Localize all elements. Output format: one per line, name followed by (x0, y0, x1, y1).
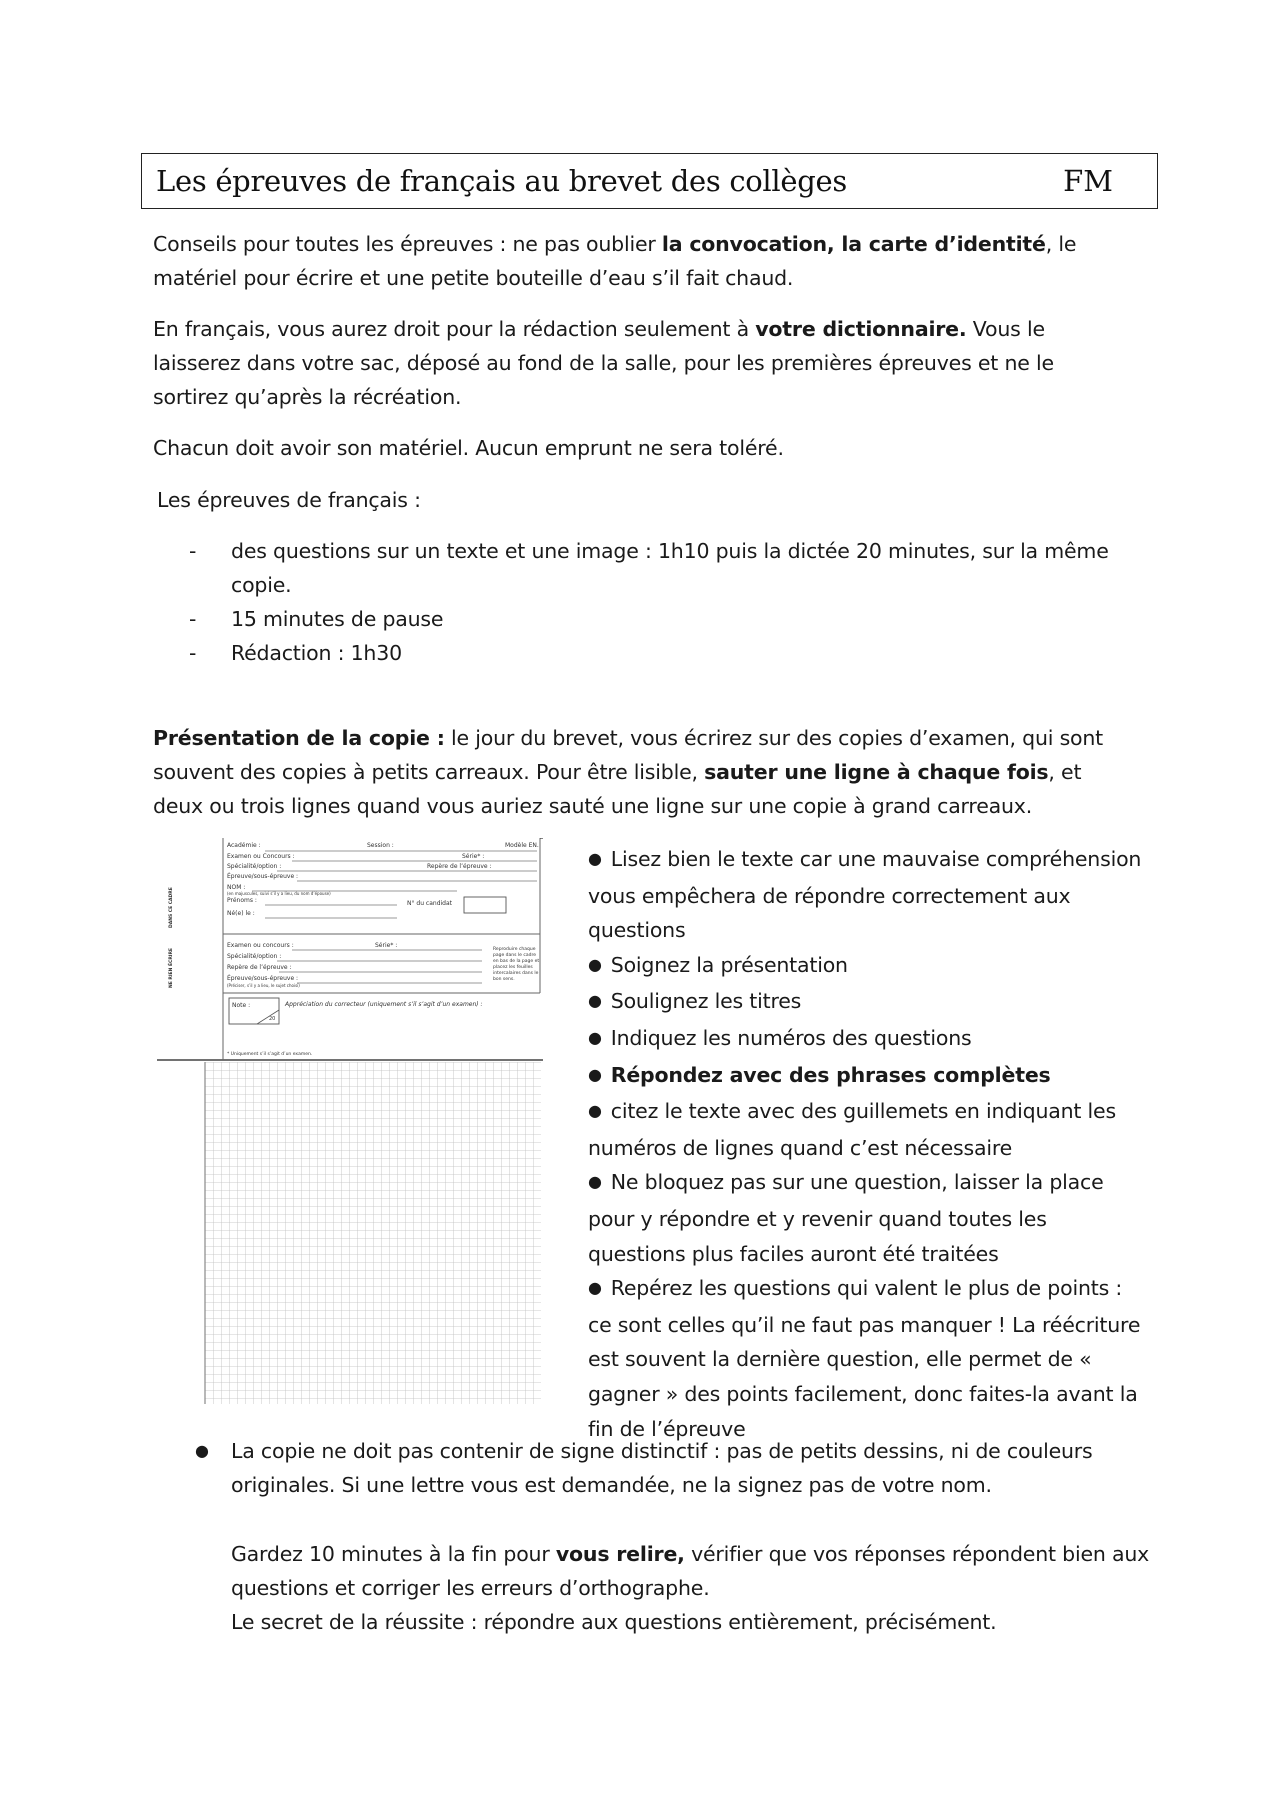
presentation-bold: sauter une ligne à chaque fois (704, 760, 1049, 784)
list-item (153, 636, 1143, 670)
advice-bold: votre dictionnaire. (755, 317, 967, 341)
page-title: Les épreuves de français au brevet des collèges (156, 164, 847, 198)
note-label: Note : (232, 1002, 251, 1009)
list-item (588, 842, 1148, 948)
tip-text: Indiquez les numéros des questions (610, 1025, 972, 1050)
reread-text: Gardez 10 minutes à la fin pour (231, 1542, 556, 1566)
presentation-text: le jour du brevet, vous écrirez sur des copies d’examen, qui sont souvent des copies à petits carreaux. Pour être lisible, (153, 726, 1104, 784)
note-max: 20 (269, 1016, 276, 1022)
tip-text: Ne bloquez pas sur une question, laisser la place pour y répondre et y revenir quand toutes les questions plus faciles auront été traitées (588, 1170, 1104, 1266)
bullet-icon: ● (588, 991, 602, 1011)
form-label: Examen ou Concours : (227, 853, 295, 860)
bullet-icon: ● (195, 1441, 209, 1460)
form-label: Spécialité/option : (227, 863, 282, 870)
exam-copy-image (157, 838, 543, 1406)
list-item-text: Rédaction : 1h30 (231, 641, 402, 665)
form-label: NOM : (227, 884, 246, 891)
tip-text: Soulignez les titres (610, 989, 802, 1014)
form-label: Spécialité/option : (227, 953, 282, 960)
form-label: Session : (367, 842, 394, 849)
appreciation-label: Appréciation du correcteur (uniquement s’il s’agit d’un examen) : (285, 1001, 483, 1008)
list-item (153, 602, 1143, 636)
exams-heading: Les épreuves de français : (157, 488, 421, 512)
advice-text: Vous le laisserez dans votre sac, déposé au fond de la salle, pour les premières épreuves et ne le sortirez qu’après la récréation. (153, 317, 1054, 409)
advice-text: Conseils pour toutes les épreuves : ne pas oublier (153, 232, 662, 256)
tip-text: Lisez bien le texte car une mauvaise compréhension vous empêchera de répondre correctement aux questions (588, 847, 1142, 943)
author-initials: FM (1063, 164, 1113, 198)
tip-text: citez le texte avec des guillemets en indiquant les numéros de lignes quand c’est nécessaire (588, 1099, 1116, 1160)
tip-text-bold: Répondez avec des phrases complètes (610, 1062, 1051, 1087)
reread-text: vérifier que vos réponses répondent bien aux questions et corriger les erreurs d’orthographe. (231, 1542, 1150, 1600)
list-item (588, 948, 1148, 985)
form-label: Prénoms : (227, 897, 257, 904)
list-item (153, 534, 1143, 602)
form-label: Épreuve/sous-épreuve : (227, 873, 299, 880)
presentation-label: Présentation de la copie : (153, 726, 445, 750)
side-note: bon sens. (493, 977, 515, 982)
reread-bold: vous relire, (555, 1542, 685, 1566)
list-item (588, 1094, 1148, 1165)
bullet-icon: ● (588, 1064, 602, 1084)
list-item (588, 1058, 1148, 1095)
form-label: (Préciser, s’il y a lieu, le sujet choisi) (227, 983, 300, 988)
advice-paragraph-3: Chacun doit avoir son matériel. Aucun emprunt ne sera toléré. (153, 436, 784, 460)
bullet-icon: ● (588, 1172, 602, 1192)
list-item (588, 1165, 1148, 1271)
advice-paragraph-1 (153, 227, 1133, 295)
bullet-icon: ● (588, 1027, 602, 1047)
form-label: Modèle EN. (505, 842, 539, 849)
form-label: Épreuve/sous-épreuve : (227, 975, 299, 982)
tip-text: Soignez la présentation (610, 952, 848, 977)
title-box (141, 153, 1158, 209)
vertical-label: DANS CE CADRE (169, 887, 174, 928)
bullet-icon: ● (588, 1101, 602, 1121)
dash-marker: - (189, 539, 197, 563)
side-note: en bas de la page et (493, 959, 540, 964)
list-item (588, 1021, 1148, 1058)
bullet-icon: ● (588, 1278, 602, 1298)
tip-text: Repérez les questions qui valent le plus de points : ce sont celles qu’il ne faut pas manquer ! La réécriture est souvent la dernière question, elle permet de « gagner » des points facilement, donc faites-la avant la fin de l’épreuve (588, 1276, 1141, 1441)
form-label: Série* : (462, 853, 485, 860)
list-item-text: des questions sur un texte et une image : 1h10 puis la dictée 20 minutes, sur la même copie. (231, 539, 1109, 597)
form-label: Repère de l’épreuve : (227, 964, 292, 971)
dash-marker: - (189, 607, 197, 631)
advice-bold: la convocation, la carte d’identité (661, 232, 1046, 256)
presentation-text: , et deux ou trois lignes quand vous auriez sauté une ligne sur une copie à grand carreaux. (153, 760, 1082, 818)
tips-list (588, 842, 1148, 1446)
form-label: Académie : (227, 842, 261, 849)
vertical-label: NE RIEN ÉCRIRE (169, 947, 174, 988)
form-label: Série* : (375, 942, 398, 949)
form-label: N° du candidat (407, 900, 453, 907)
advice-paragraph-2 (153, 312, 1133, 414)
presentation-paragraph (153, 721, 1133, 823)
secret-paragraph: Le secret de la réussite : répondre aux questions entièrement, précisément. (231, 1610, 997, 1634)
grid-paper (205, 1062, 541, 1404)
form-label: Né(e) le : (227, 910, 255, 917)
list-item (588, 984, 1148, 1021)
dash-marker: - (189, 641, 197, 665)
list-item (588, 1271, 1148, 1446)
advice-text: , le matériel pour écrire et une petite bouteille d’eau s’il fait chaud. (153, 232, 1077, 290)
bullet-icon: ● (588, 849, 602, 868)
side-note: placez les feuilles (493, 965, 533, 970)
list-item-text: 15 minutes de pause (231, 607, 444, 631)
side-note: Reproduire chaque (493, 947, 536, 952)
side-note: intercalaires dans le (493, 971, 539, 976)
schedule-list (153, 534, 1143, 670)
copy-rules-text: La copie ne doit pas contenir de signe distinctif : pas de petits dessins, ni de couleurs originales. Si une lettre vous est demandée, ne la signez pas de votre nom. (231, 1439, 1093, 1497)
form-label: (en majuscules, suivi s’il y a lieu, du nom d’épouse) (227, 891, 331, 896)
form-footnote: * Uniquement s’il s’agit d’un examen. (227, 1052, 313, 1057)
advice-text: En français, vous aurez droit pour la rédaction seulement à (153, 317, 756, 341)
bullet-icon: ● (588, 954, 602, 974)
side-note: page dans le cadre (493, 953, 536, 958)
form-label: Repère de l’épreuve : (427, 863, 492, 870)
form-label: Examen ou concours : (227, 942, 294, 949)
reread-paragraph (231, 1537, 1161, 1605)
